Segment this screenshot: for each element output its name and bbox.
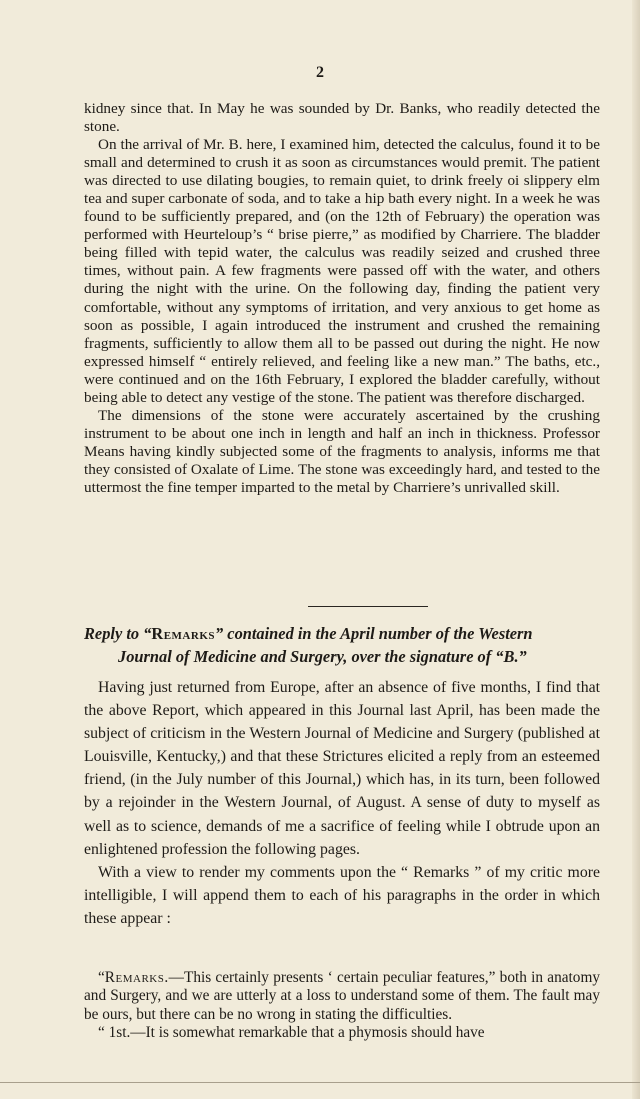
reply-heading-line-1: [84, 622, 600, 645]
remarks-label: Remarks.: [104, 969, 169, 986]
case-report-text: [84, 100, 600, 497]
heading-remarks-word: Remarks: [151, 624, 215, 643]
page-bottom-edge: [0, 1082, 640, 1083]
quote-mark: “: [98, 969, 105, 986]
body-paragraph: kidney since that. In May he was sounded by Dr. Banks, who readily detected the stone.: [84, 100, 600, 136]
page-edge-shadow: [632, 0, 640, 1099]
body-paragraph: The dimensions of the stone were accurately ascertained by the crushing instrument to be about one inch in length and half an inch in thickness. Professor Means having kindly subjected some of the fragments to analysis, informs me that they consisted of Oxalate of Lime. The stone was exceedingly hard, and tested to the uttermost the fine temper imparted to the metal by Charriere’s unrivalled skill.: [84, 406, 600, 496]
reply-heading: [84, 622, 600, 668]
first-point-paragraph: “ 1st.—It is somewhat remarkable that a phymosis should have: [98, 1023, 485, 1041]
remarks-paragraph: [84, 969, 600, 1024]
section-divider: [308, 606, 428, 607]
remarks-body: —This certainly presents ‘ certain peculiar features,” both in anatomy and Surgery, and we are utterly at a loss to understand some of them. The fault may be ours, but there can be no wrong in stating the difficulties.: [84, 969, 600, 1023]
reply-heading-line-2: Journal of Medicine and Surgery, over the signature of “B.”: [118, 647, 527, 666]
body-paragraph: Having just returned from Europe, after an absence of five months, I find that the above Report, which appeared in this Journal last April, has been made the subject of criticism in the Western Journal of Medicine and Surgery (published at Louisville, Kentucky,) and that these Strictures elicited a reply from an esteemed friend, (in the July number of this Journal,) which has, in its turn, been followed by a rejoinder in the Western Journal, of August. A sense of duty to myself as well as to science, demands of me a sacrifice of feeling while I obtrude upon an enlightened profession the following pages.: [84, 679, 600, 858]
heading-text-b: ” contained in the April number of the Western: [215, 624, 533, 643]
body-paragraph: On the arrival of Mr. B. here, I examined him, detected the calculus, found it to be small and determined to crush it as soon as circumstances would premit. The patient was directed to use dilating bougies, to remain quiet, to drink freely oi slippery elm tea and super carbonate of soda, and to take a hip bath every night. In a week he was found to be sufficiently prepared, and (on the 12th of February) the operation was performed with Heurteloup’s “ brise pierre,” as modified by Charriere. The bladder being filled with tepid water, the calculus was readily seized and crushed three times, without pain. A few fragments were passed off with the water, and others during the night with the urine. On the following day, finding the patient very comfortable, without any symptoms of irritation, and very anxious to get home as soon as possible, I again introduced the instrument and crushed the remaining fragments, sufficiently to allow them all to be passed out during the night. He now expressed himself “ entirely relieved, and feeling like a new man.” The baths, etc., were continued and on the 16th February, I explored the bladder carefully, without being able to detect any vestige of the stone. The patient was therefore discharged.: [84, 136, 600, 406]
body-paragraph: With a view to render my comments upon the “ Remarks ” of my critic more intelligible, I will append them to each of his paragraphs in the order in which these appear :: [84, 863, 600, 927]
heading-text-a: Reply to “: [84, 624, 152, 643]
reply-intro-text: [84, 676, 600, 930]
page-number: 2: [316, 64, 324, 81]
remarks-quote-text: [84, 969, 600, 1042]
